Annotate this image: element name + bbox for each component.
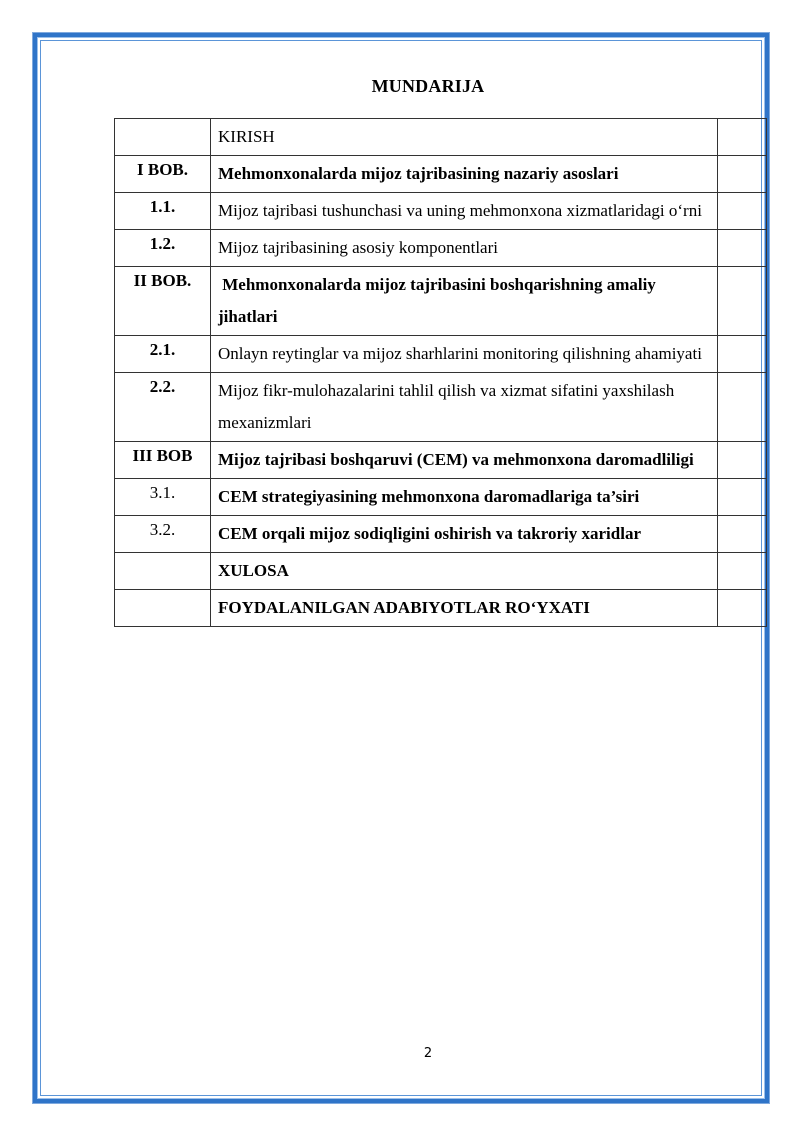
- toc-row-page-cell: [718, 479, 767, 516]
- toc-row-chapter-1: [115, 156, 767, 193]
- toc-row-number: 2.1.: [115, 336, 211, 373]
- toc-row-chapter-3: [115, 442, 767, 479]
- toc-row-title: Mehmonxonalarda mijoz tajribasining nazariy asoslari: [211, 156, 718, 193]
- toc-row-title: Mehmonxonalarda mijoz tajribasini boshqarishning amaliy jihatlari: [211, 267, 718, 336]
- toc-row-page-cell: [718, 119, 767, 156]
- toc-row-section-2-2: [115, 373, 767, 442]
- toc-row-section-3-1: [115, 479, 767, 516]
- toc-row-number: [115, 590, 211, 627]
- toc-row-page-cell: [718, 267, 767, 336]
- toc-row-section-1-2: [115, 230, 767, 267]
- toc-row-section-2-1: [115, 336, 767, 373]
- toc-row-number: III BOB: [115, 442, 211, 479]
- toc-row-chapter-2: [115, 267, 767, 336]
- toc-row-number: I BOB.: [115, 156, 211, 193]
- toc-row-kirish: [115, 119, 767, 156]
- toc-row-title: XULOSA: [211, 553, 718, 590]
- toc-row-title: Mijoz tajribasi boshqaruvi (CEM) va mehmonxona daromadliligi: [211, 442, 718, 479]
- toc-row-number: 2.2.: [115, 373, 211, 442]
- toc-row-page-cell: [718, 336, 767, 373]
- toc-row-page-cell: [718, 230, 767, 267]
- toc-row-number: 3.2.: [115, 516, 211, 553]
- toc-row-page-cell: [718, 590, 767, 627]
- toc-row-page-cell: [718, 516, 767, 553]
- toc-row-references: [115, 590, 767, 627]
- toc-row-title: Mijoz fikr-mulohazalarini tahlil qilish va xizmat sifatini yaxshilash mexanizmlari: [211, 373, 718, 442]
- toc-row-number: 1.1.: [115, 193, 211, 230]
- toc-row-xulosa: [115, 553, 767, 590]
- table-of-contents: [114, 118, 767, 627]
- toc-row-title: Onlayn reytinglar va mijoz sharhlarini monitoring qilishning ahamiyati: [211, 336, 718, 373]
- toc-row-section-1-1: [115, 193, 767, 230]
- toc-row-number: 3.1.: [115, 479, 211, 516]
- toc-row-title: CEM orqali mijoz sodiqligini oshirish va takroriy xaridlar: [211, 516, 718, 553]
- toc-row-number: [115, 119, 211, 156]
- toc-row-page-cell: [718, 193, 767, 230]
- toc-row-number: II BOB.: [115, 267, 211, 336]
- document-title: MUNDARIJA: [371, 76, 485, 96]
- toc-row-title: Mijoz tajribasi tushunchasi va uning mehmonxona xizmatlaridagi o‘rni: [211, 193, 718, 230]
- toc-row-title: KIRISH: [211, 119, 718, 156]
- toc-row-page-cell: [718, 156, 767, 193]
- toc-row-page-cell: [718, 553, 767, 590]
- page-number: 2: [423, 1046, 433, 1061]
- toc-row-page-cell: [718, 373, 767, 442]
- toc-row-title: FOYDALANILGAN ADABIYOTLAR RO‘YXATI: [211, 590, 718, 627]
- toc-row-title: Mijoz tajribasining asosiy komponentlari: [211, 230, 718, 267]
- toc-row-number: [115, 553, 211, 590]
- toc-row-title: CEM strategiyasining mehmonxona daromadlariga ta’siri: [211, 479, 718, 516]
- toc-row-section-3-2: [115, 516, 767, 553]
- toc-row-number: 1.2.: [115, 230, 211, 267]
- toc-row-page-cell: [718, 442, 767, 479]
